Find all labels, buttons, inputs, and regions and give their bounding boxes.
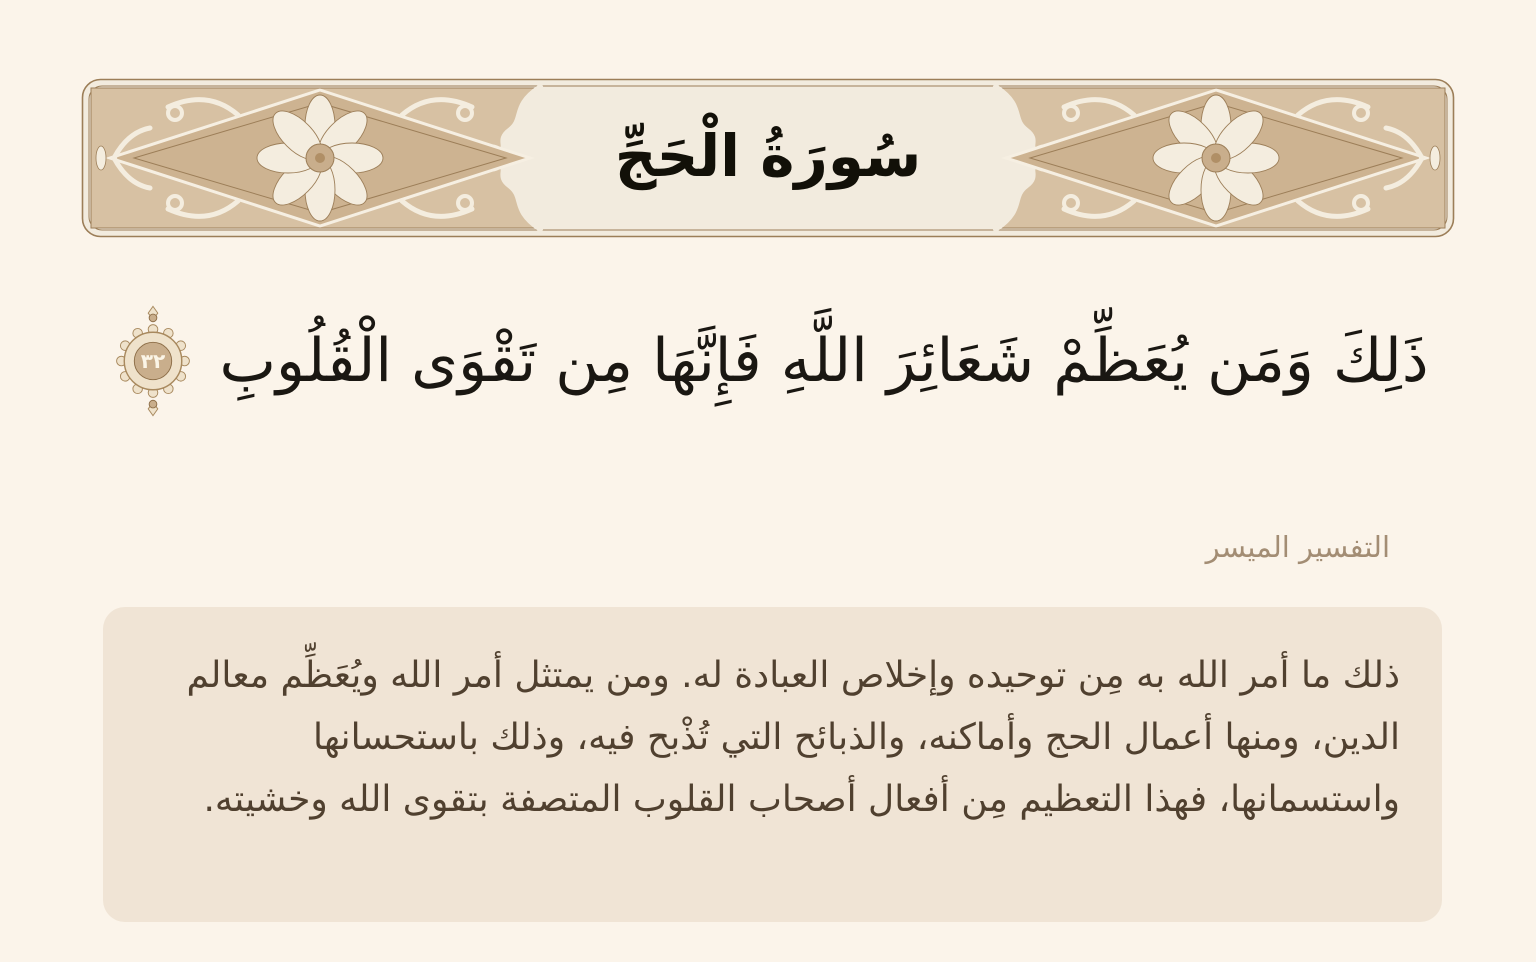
surah-header-banner <box>80 77 1456 239</box>
verse-line <box>80 268 1456 454</box>
verse-number: ٣٢ <box>141 349 166 373</box>
tafsir-source-label: التفسير الميسر <box>1205 530 1390 564</box>
verse-number-medallion <box>107 305 199 417</box>
verse-text: ذَلِكَ وَمَن يُعَظِّمْ شَعَائِرَ اللَّهِ فَإِنَّهَا مِن تَقْوَى الْقُلُوبِ <box>219 325 1429 396</box>
tafsir-box <box>103 607 1442 922</box>
surah-title: سُورَةُ الْحَجِّ <box>614 122 922 190</box>
tafsir-text: ذلك ما أمر الله به مِن توحيده وإخلاص العبادة له. ومن يمتثل أمر الله ويُعَظِّم معالم الدين، ومنها أعمال الحج وأماكنه، والذبائح التي تُذْبح فيه، وذلك باستحسانها واستسمانها، فهذا التعظيم مِن أفعال أصحاب القلوب المتصفة بتقوى الله وخشيته. <box>186 655 1400 820</box>
